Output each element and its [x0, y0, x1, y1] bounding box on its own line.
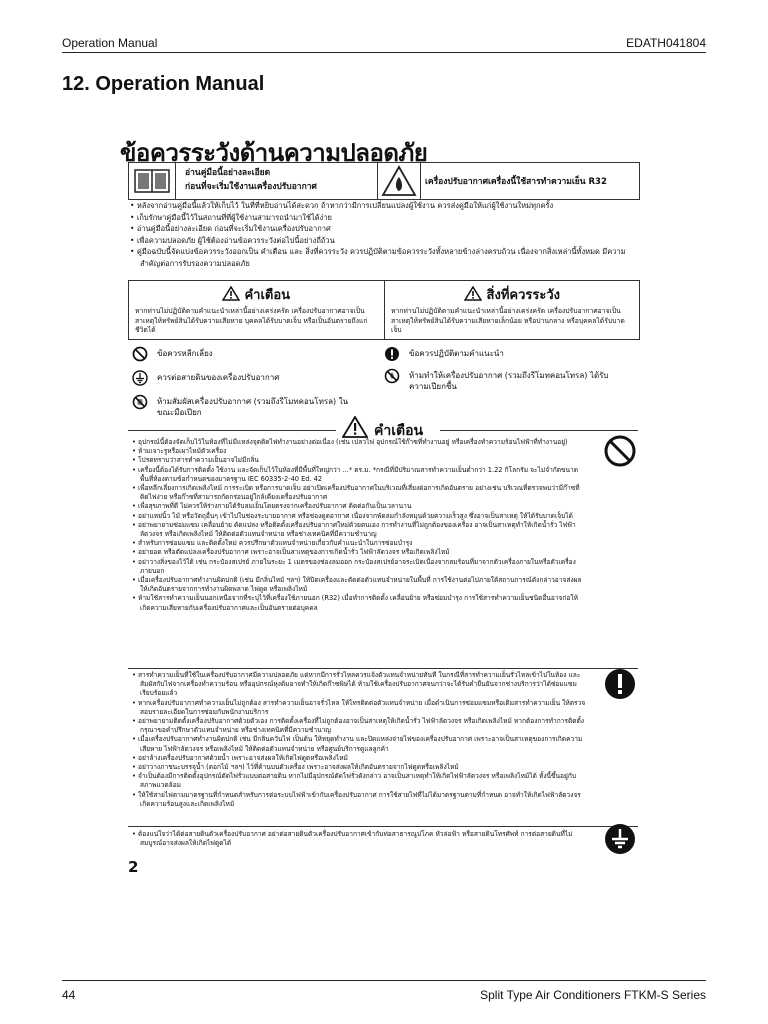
list-item: • เก็บรักษาคู่มือนี้ไว้ในสถานที่ที่ผู้ใช้งานสามารถนำมาใช้ได้ง่าย — [130, 212, 640, 224]
refrigerant-notice: เครื่องปรับอากาศเครื่องนี้ใช้สารทำความเย็น R32 — [425, 177, 607, 187]
list-item: • อุปกรณ์นี้ต้องจัดเก็บไว้ในห้องที่ไม่มีแหล่งจุดติดไฟทำงานอย่างต่อเนื่อง (เช่น เปลวไฟ อุปกรณ์ใช้ก๊าซที่ทำงานอยู่ หรือเครื่องทำความร้อนไฟฟ้าที่ทำงานอยู่) — [132, 438, 587, 447]
list-item: • อย่าพยายามติดตั้งเครื่องปรับอากาศด้วยตัวเอง การติดตั้งเครื่องที่ไม่ถูกต้องอาจเป็นสาเหตุให้เกิดน้ำรั่ว ไฟฟ้าลัดวงจร หรือเกิดเพลิงไหม้ หากต้องการทำการติดตั้ง กรุณาขอคำปรึกษาตัวแทนจำหน่าย หรือช่างเทคนิคที่มีความชำนาญ — [132, 717, 587, 735]
list-item: • จำเป็นต้องมีการติดตั้งอุปกรณ์ตัดไฟรั่วแบบต่อสายดิน หากไม่มีอุปกรณ์ตัดไฟรั่วดังกล่าว อาจเป็นสาเหตุทำให้เกิดไฟฟ้าลัดวงจร หรือเพลิงไหม้ได้ ทั้งนี้ขึ้นอยู่กับสภาพแวดล้อม — [132, 772, 587, 790]
list-item: • อย่าล้างเครื่องปรับอากาศด้วยน้ำ เพราะอาจส่งผลให้เกิดไฟดูดหรือเพลิงไหม้ — [132, 754, 587, 763]
list-item: • ห้ามเจาะรูหรือเผาไหม้ตัวเครื่อง — [132, 447, 587, 456]
main-warning-header — [128, 420, 638, 440]
caution-triangle-icon — [464, 286, 482, 301]
legend-no-wet: ห้ามทำให้เครื่องปรับอากาศ (รวมถึงรีโมทคอนโทรล) ได้รับความเปียกชื้น — [384, 368, 644, 396]
warning-text: หากท่านไม่ปฏิบัติตามคำแนะนำเหล่านี้อย่างเคร่งครัด เครื่องปรับอากาศอาจเป็นสาเหตุให้ทรัพย์สินได้รับความเสียหาย บุคคลได้รับบาดเจ็บ หรือเป็นอันตรายถึงแก่ชีวิตได้ — [135, 307, 368, 334]
divider — [128, 826, 638, 827]
warning-triangle-icon — [222, 286, 240, 301]
warning-list-2 — [132, 671, 587, 809]
footer-page-number: 44 — [62, 988, 76, 1002]
caution-column — [384, 281, 639, 339]
intro-bullet-list — [130, 200, 640, 269]
list-item: • อย่าวางภาชนะบรรจุน้ำ (ดอกไม้ ฯลฯ) ไว้ที่ด้านบนตัวเครื่อง เพราะอาจส่งผลให้เกิดอันตรายจากไฟดูดหรือเพลิงไหม้ — [132, 763, 587, 772]
footer-rule — [62, 980, 706, 981]
header-title: Operation Manual — [62, 36, 158, 50]
list-item: • คู่มือฉบับนี้จัดแบ่งข้อควรระวังออกเป็น คำเตือน และ สิ่งที่ควรระวัง ควรปฏิบัติตามข้อควรระวังทั้งหลายข้างล่างครบถ้วน เนื่องจากสิ่งเหล่านี้ทั้งหมด มีความสำคัญต่อการรับรองความปลอดภัย — [130, 246, 640, 269]
list-item: • อย่าวางสิ่งของไว้ใต้ เช่น กระป๋องสเปรย์ ภายในระยะ 1 เมตรของช่องลมออก กระป๋องสเปรย์อาจระเบิดเนื่องจากลมร้อนที่มาจากตัวเครื่องภายในหรือตัวเครื่องภายนอก — [132, 558, 587, 576]
list-item: • สารทำความเย็นที่ใช้ในเครื่องปรับอากาศมีความปลอดภัย แต่หากมีการรั่วไหลควรแจ้งตัวแทนจำหน่ายทันที ในกรณีที่สารทำความเย็นรั่วไหลเข้าไปในห้อง และสัมผัสกับไฟจากเครื่องทำความร้อน หรืออุปกรณ์หุงต้มอาจทำให้เกิดก๊าซพิษได้ ห้ามใช้เครื่องปรับอากาศจนกว่าจะได้รับคำยืนยันจากช่างบริการว่าได้ซ่อมแซมเรียบร้อยแล้ว — [132, 671, 587, 699]
read-manual-box — [128, 162, 640, 200]
no-water-icon — [384, 368, 400, 384]
list-item: • ต้องแน่ใจว่าได้ต่อสายดินตัวเครื่องปรับอากาศ อย่าต่อสายดินตัวเครื่องปรับอากาศเข้ากับท่อสาธารณูปโภค หัวล่อฟ้า หรือสายดินโทรศัพท์ การต่อสายดินที่ไม่สมบูรณ์อาจส่งผลให้เกิดไฟดูดได้ — [132, 830, 587, 848]
section-title: 12. Operation Manual — [62, 73, 265, 95]
page-header — [62, 36, 706, 52]
book-icon — [129, 163, 176, 199]
no-wet-hands-icon — [132, 394, 148, 410]
mandatory-icon — [384, 346, 400, 362]
footer-series: Split Type Air Conditioners FTKM-S Series — [480, 988, 706, 1002]
list-item: • หลังจากอ่านคู่มือนี้แล้วให้เก็บไว้ ในที่ที่หยิบอ่านได้สะดวก ถ้าหากว่ามีการเปลี่ยนแปลงผู้ใช้งาน ควรส่งคู่มือให้แก่ผู้ใช้งานใหม่ทุกครั้ง — [130, 200, 640, 212]
warning-list-3 — [132, 830, 587, 848]
list-item: • เมื่อเครื่องปรับอากาศทำงานผิดปกติ เช่น มีกลิ่นควันไฟ เป็นต้น ให้หยุดทำงาน และปิดแหล่งจ่ายไฟของเครื่องปรับอากาศ เพราะอาจเป็นสาเหตุของการเกิดความเสียหาย ไฟฟ้าลัดวงจร หรือเพลิงไหม้ ให้ติดต่อตัวแทนจำหน่าย หรือศูนย์บริการดูแลลูกค้า — [132, 735, 587, 753]
ground-icon — [132, 370, 148, 386]
prohibited-icon — [603, 434, 637, 468]
warning-caution-box — [128, 280, 640, 340]
ground-icon — [603, 822, 637, 856]
legend-avoid: ข้อควรหลีกเลี่ยง — [132, 346, 372, 366]
warning-triangle-icon — [342, 416, 368, 438]
legend-follow: ข้อควรปฏิบัติตามคำแนะนำ — [384, 346, 634, 366]
list-item: • อย่าแหย่นิ้ว ไม้ หรือวัตถุอื่นๆ เข้าไปในช่องระบายอากาศ หรือช่องดูดอากาศ เนื่องจากพัดลมกำลังหมุนด้วยความเร็วสูง ซึ่งอาจเป็นสาเหตุ ให้ได้รับบาดเจ็บได้ — [132, 512, 587, 521]
mandatory-icon — [603, 667, 637, 701]
caution-heading: สิ่งที่ควรระวัง — [486, 288, 560, 303]
legend-ground: ควรต่อสายดินของเครื่องปรับอากาศ — [132, 370, 372, 390]
page-number: 2 — [128, 858, 139, 876]
main-warning-heading: คำเตือน — [374, 423, 424, 439]
prohibited-icon — [132, 346, 148, 362]
caution-text: หากท่านไม่ปฏิบัติตามคำแนะนำเหล่านี้อย่างเคร่งครัด เครื่องปรับอากาศอาจเป็นสาเหตุให้ทรัพย์สินได้รับความเสียหายเล็กน้อย หรือปานกลาง หรือบุคคลได้รับบาดเจ็บ — [391, 307, 625, 334]
list-item: • หากเครื่องปรับอากาศทำความเย็นไม่ถูกต้อง สารทำความเย็นอาจรั่วไหล ให้ไทรติดต่อตัวแทนจำหน่าย เมื่อดำเนินการซ่อมแซมหรือเติมสารทำความเย็น ให้ตรวจสอบรายละเอียดในการซ่อมกับพนักงานบริการ — [132, 699, 587, 717]
divider — [128, 668, 638, 669]
list-item: • สำหรับการซ่อมแซม และติดตั้งใหม่ ควรปรึกษาตัวแทนจำหน่ายเกี่ยวกับคำแนะนำในการซ่อมบำรุง — [132, 539, 587, 548]
list-item: • เพื่อความปลอดภัย ผู้ใช้ต้องอ่านข้อควรระวังต่อไปนี้อย่างถี่ถ้วน — [130, 235, 640, 247]
list-item: • เพื่อสุขภาพที่ดี ไม่ควรให้ร่างกายได้รับลมเย็นโดยตรงจากเครื่องปรับอากาศ ติดต่อกันเป็นเวลานาน — [132, 502, 587, 511]
warning-heading: คำเตือน — [244, 288, 291, 303]
legend-no-wet-hands: ห้ามสัมผัสเครื่องปรับอากาศ (รวมถึงรีโมทคอนโทรล) ในขณะมือเปียก — [132, 394, 372, 422]
read-manual-text-1: อ่านคู่มือนี้อย่างละเอียด — [185, 168, 271, 178]
list-item: • ห้ามใช้สารทำความเย็นนอกเหนือจากที่ระบุไว้ที่เครื่องใช้ภายนอก (R32) เมื่อทำการติดตั้ง เคลื่อนย้าย หรือซ่อมบำรุง การใช้สารทำความเย็นชนิดอื่นอาจก่อให้เกิดความเสียหายกับเครื่องปรับอากาศและเป็นอันตรายต่อบุคคล — [132, 594, 587, 612]
list-item: • ให้ใช้สายไฟตามมาตรฐานที่กำหนดสำหรับการต่อระบบไฟฟ้าเข้ากับเครื่องปรับอากาศ การใช้สายไฟที่ไม่ได้มาตรฐานตามที่กำหนด อาจทำให้เกิดไฟฟ้าลัดวงจร เกิดความร้อนสูงและเกิดเพลิงไหม้ — [132, 791, 587, 809]
list-item: • อ่านคู่มือนี้อย่างละเอียด ก่อนที่จะเริ่มใช้งานเครื่องปรับอากาศ — [130, 223, 640, 235]
header-rule — [62, 52, 706, 53]
warning-list-1 — [132, 438, 587, 613]
read-manual-text-2: ก่อนที่จะเริ่มใช้งานเครื่องปรับอากาศ — [185, 182, 317, 192]
flammable-warning-icon — [377, 163, 421, 199]
list-item: • อย่ายอด หรือตัดแปลงเครื่องปรับอากาศ เพราะอาจเป็นสาเหตุของการเกิดน้ำรั่ว ไฟฟ้าลัดวงจร หรือเกิดเพลิงไหม้ — [132, 548, 587, 557]
list-item: • เมื่อเครื่องปรับอากาศทำงานผิดปกติ (เช่น มีกลิ่นไหม้ ฯลฯ) ให้ปิดเครื่องและตัดต่อตัวแทนจำหน่ายในพื้นที่ การใช้งานต่อไปภายใต้สถานการณ์ดังกล่าวอาจส่งผลให้เกิดอันตรายจากการทำงานผิดพลาด ไฟดูด หรือเพลิงไหม้ — [132, 576, 587, 594]
list-item: • เพื่อหลีกเลี่ยงการเกิดเพลิงไหม้ การระเบิด หรือการบาดเจ็บ อย่าเปิดเครื่องปรับอากาศในบริเวณที่เสี่ยงต่อการเกิดอันตราย อย่างเช่น บริเวณที่ตรวจพบว่ามีก๊าซที่ติดไฟง่าย หรือก๊าซที่สามารถกัดกร่อนอยู่ใกล้เคียงเครื่องปรับอากาศ — [132, 484, 587, 502]
list-item: • โปรดทราบว่าสารทำความเย็นอาจไม่มีกลิ่น — [132, 456, 587, 465]
safety-title: ข้อควรระวังด้านความปลอดภัย — [120, 139, 428, 167]
list-item: • เครื่องนี้ต้องได้รับการติดตั้ง ใช้งาน และจัดเก็บไว้ในห้องที่มีพื้นที่ใหญ่กว่า ...* ตร.ม. *กรณีที่มีปริมาณสารทำความเย็นต่ำกว่า 1.22 กิโลกรัม จะไม่จำกัดขนาดพื้นที่ห้องตามข้อกำหนดของมาตรฐาน IEC 60335-2-40 Ed. 42 — [132, 466, 587, 484]
list-item: • อย่าพยายามซ่อมแซม เคลื่อนย้าย ดัดแปลง หรือติดตั้งเครื่องปรับอากาศใหม่ด้วยตนเอง การทำงานที่ไม่ถูกต้องของเครื่อง อาจเป็นสาเหตุทำให้เกิดน้ำรั่ว ไฟฟ้าลัดวงจร หรือเกิดเพลิงไหม้ ให้ติดต่อตัวแทนจำหน่าย หรือช่างเทคนิคที่มีความชำนาญ — [132, 521, 587, 539]
header-doc-code: EDATH041804 — [626, 36, 706, 50]
warning-column — [129, 281, 383, 339]
